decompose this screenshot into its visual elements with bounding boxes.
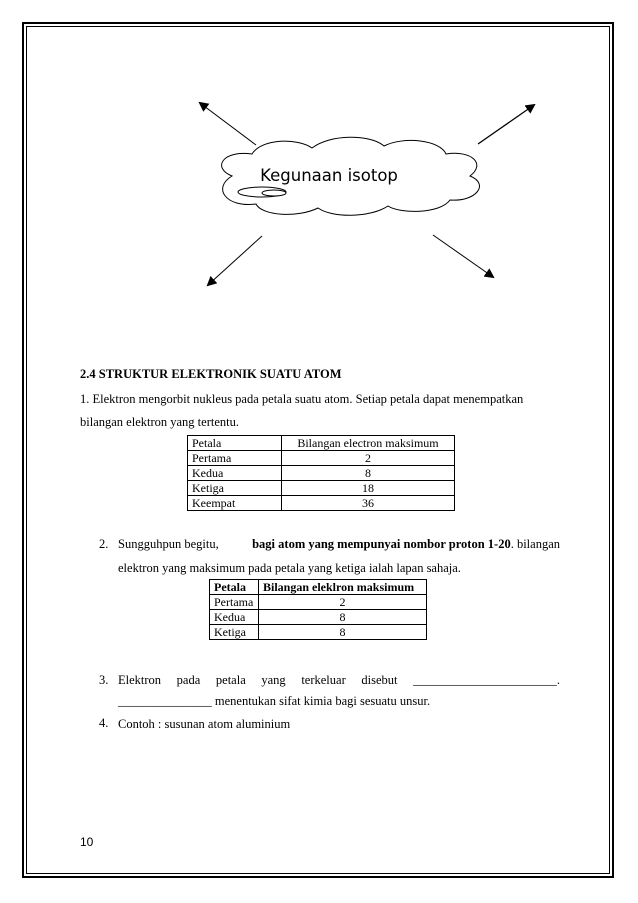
arrow-down-right [433,235,493,277]
cloud-center-label: Kegunaan isotop [260,166,398,185]
table-header-cell: Bilangan eleklron maksimum [259,580,427,595]
table-cell: 36 [282,496,455,511]
table-cell: 8 [259,610,427,625]
table-header-cell: Bilangan electron maksimum [282,436,455,451]
table-cell: 8 [282,466,455,481]
table-row [188,451,455,466]
max-electrons-table [187,435,455,511]
item-3-word: yang [261,673,286,687]
table-cell: Kedua [188,466,282,481]
item-3-line-2: _______________ menentukan sifat kimia bagi sesuatu unsur. [118,694,431,708]
item-3-word: disebut [361,673,398,687]
table-row [210,625,427,640]
table-row [188,496,455,511]
table-cell: Pertama [188,451,282,466]
table-cell: 8 [259,625,427,640]
table-header-cell: Petala [188,436,282,451]
item-2-text-bold: bagi atom yang mempunyai nombor proton 1-20. bilangan [252,537,560,551]
item-4-text: Contoh : susunan atom aluminium [118,717,291,731]
item-2-number: 2. [99,537,109,551]
table-cell: Ketiga [210,625,259,640]
section-heading: 2.4 STRUKTUR ELEKTRONIK SUATU ATOM [80,367,342,381]
item-3-word: petala [215,673,246,687]
max-electrons-table-1-20 [209,579,427,640]
table-row [188,466,455,481]
table-row [210,595,427,610]
item-4-number: 4. [99,716,109,730]
item-2-line-1 [118,537,560,552]
table-cell: 18 [282,481,455,496]
table-cell: Keempat [188,496,282,511]
item-1-line-1: 1. Elektron mengorbit nukleus pada petala suatu atom. Setiap petala dapat menempatkan [80,392,524,406]
arrow-up-left [200,103,256,145]
item-2-text-plain: Sungguhpun begitu, [118,537,219,551]
table-cell: 2 [282,451,455,466]
table-row [210,610,427,625]
table-row [188,481,455,496]
item-3-word: Elektron [118,673,162,687]
table-header-row [210,580,427,595]
table-cell: Ketiga [188,481,282,496]
table-header-cell: Petala [210,580,259,595]
item-1-line-2: bilangan elektron yang tertentu. [80,415,239,429]
table-cell: Kedua [210,610,259,625]
arrow-up-right [478,105,534,144]
table-header-row [188,436,455,451]
item-3-word: terkeluar [301,673,346,687]
table-cell: Pertama [210,595,259,610]
item-2-line-2: elektron yang maksimum pada petala yang ketiga ialah lapan sahaja. [118,561,461,575]
item-3-number: 3. [99,673,109,687]
page-number: 10 [80,835,94,849]
arrow-down-left [208,236,262,285]
table-cell: 2 [259,595,427,610]
item-3-word: pada [176,673,201,687]
item-3-blank: _______________________. [413,673,560,687]
item-3-line-1 [118,673,560,688]
isotope-uses-diagram [0,0,638,330]
